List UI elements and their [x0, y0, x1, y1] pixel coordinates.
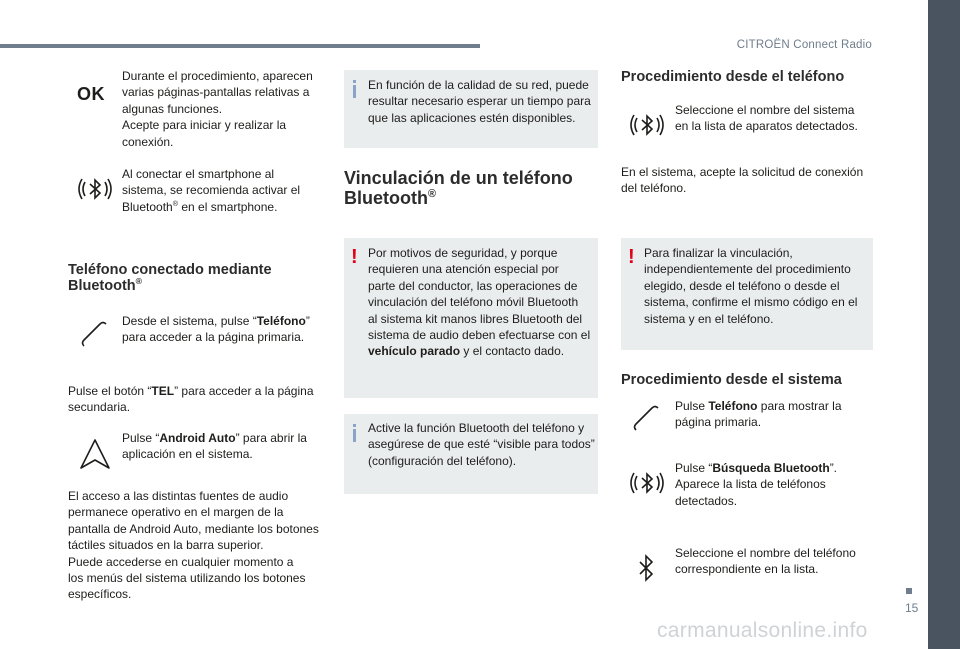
warning-icon: ! — [628, 246, 635, 268]
header-title: CITROËN Connect Radio — [736, 39, 872, 51]
step-search-paragraph: Pulse “Búsqueda Bluetooth”. Aparece la lista de teléfonos detectados. — [675, 461, 838, 508]
access-paragraph: El acceso a las distintas fuentes de audio permanece operativo en el margen de la pantalla de Android Auto, mediante los botones táctiles situados en la barra superior. Puede accederse en cualquier momento a los menús del sistema utilizando los botones específicos. — [68, 489, 319, 602]
android-auto-paragraph: Pulse “Android Auto” para abrir la aplicación en el sistema. — [122, 431, 307, 462]
info-network-text: En función de la calidad de su red, puede resultar necesario esperar un tiempo para que las aplicaciones estén disponibles. — [368, 78, 591, 125]
info-icon — [353, 424, 356, 442]
section-heading-bluetooth-phone: Teléfono conectado mediante Bluetooth® — [68, 262, 272, 294]
section-heading-from-system: Procedimiento desde el sistema — [621, 372, 842, 388]
step-phone-paragraph: Pulse Teléfono para mostrar la página primaria. — [675, 399, 842, 430]
warning-icon: ! — [351, 246, 358, 268]
page-marker — [906, 588, 912, 594]
watermark: carmanualsonline.info — [657, 619, 868, 642]
bluetooth-signal-icon — [628, 466, 666, 504]
bluetooth-signal-icon — [628, 108, 666, 146]
phone-handset-icon — [628, 400, 666, 438]
tel-paragraph: Pulse el botón “TEL” para acceder a la página secundaria. — [68, 384, 314, 415]
section-heading-from-phone: Procedimiento desde el teléfono — [621, 69, 845, 85]
bluetooth-signal-icon — [76, 172, 114, 210]
info-visibility-text: Active la función Bluetooth del teléfono y asegúrese de que esté “visible para todos” (configuración del teléfono). — [368, 421, 595, 468]
warning-code-text: Para finalizar la vinculación, independientemente del procedimiento elegido, desde el teléfono o desde el sistema, confirme el mismo código en el sistema y en el teléfono. — [644, 246, 858, 326]
info-icon — [353, 80, 356, 98]
page-number: 15 — [905, 601, 919, 615]
ok-paragraph: Durante el procedimiento, aparecen varias páginas-pantallas relativas a algunas funciones. Acepte para iniciar y realizar la conexión. — [122, 69, 313, 149]
ok-icon: OK — [77, 84, 105, 104]
step-select-paragraph: Seleccione el nombre del teléfono correspondiente en la lista. — [675, 546, 856, 577]
accept-paragraph: En el sistema, acepte la solicitud de conexión del teléfono. — [621, 165, 864, 196]
phone-handset-icon — [76, 316, 114, 354]
bluetooth-icon — [628, 552, 666, 590]
warning-safety-text: Por motivos de seguridad, y porque requieren una atención especial por parte del conductor, las operaciones de vinculación del teléfono móvil Bluetooth al sistema kit manos libres Bluetooth del sistema de audio deben efectuarse con el vehículo parado y el contacto dado. — [368, 246, 591, 359]
phone-paragraph: Desde el sistema, pulse “Teléfono” para acceder a la página primaria. — [122, 314, 310, 345]
bluetooth-paragraph: Al conectar el smartphone al sistema, se recomienda activar el Bluetooth® en el smartphone. — [122, 167, 301, 214]
select-system-paragraph: Seleccione el nombre del sistema en la lista de aparatos detectados. — [675, 103, 858, 134]
header-rule — [0, 44, 480, 48]
page-side-band — [928, 0, 960, 649]
section-heading-pairing: Vinculación de un teléfono Bluetooth® — [344, 168, 573, 208]
android-auto-icon — [76, 436, 114, 474]
